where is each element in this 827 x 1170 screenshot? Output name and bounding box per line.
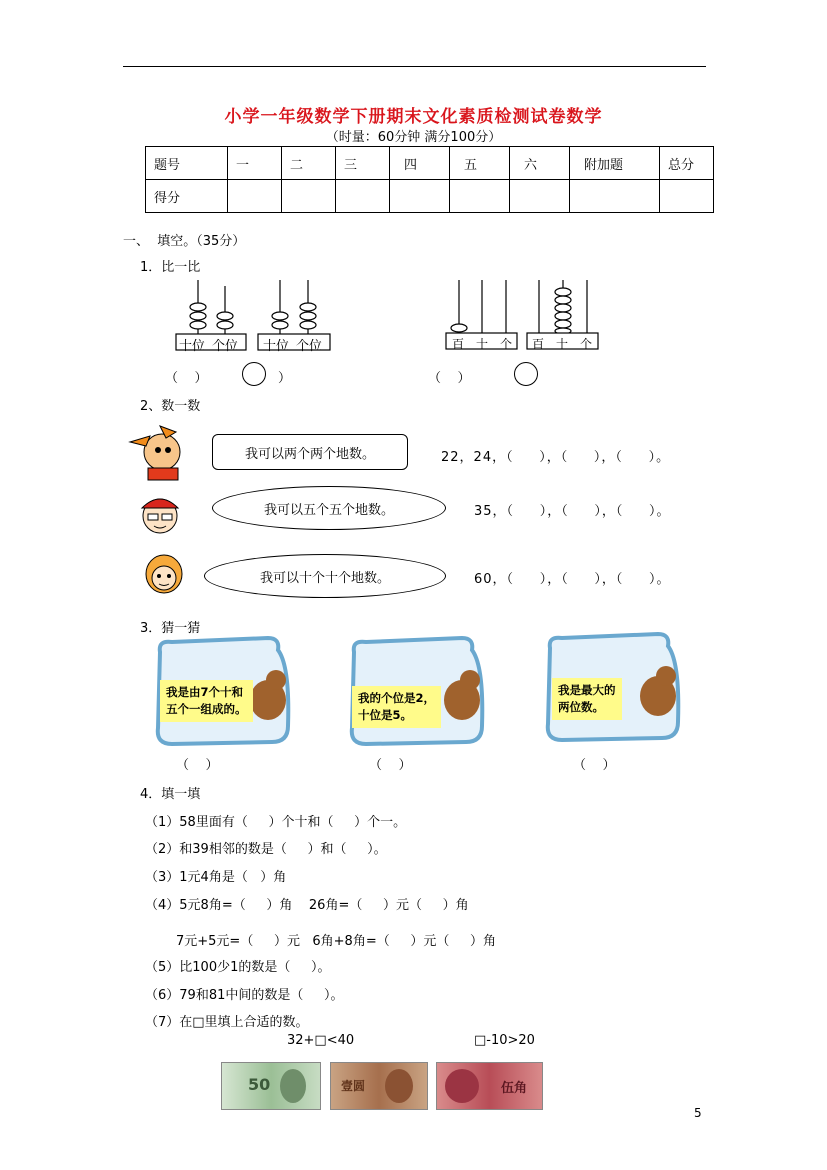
speech-bubble — [204, 554, 446, 598]
abacus-label: 个 — [580, 337, 593, 351]
speech-text: 我可以五个五个地数。 — [263, 502, 394, 518]
cartoon-boy-cap-icon — [134, 490, 194, 542]
fill-item: （2）和39相邻的数是（ ）和（ ）。 — [145, 842, 387, 857]
abacus-label: 十位 — [179, 339, 206, 354]
question-1-label: 1．比一比 — [140, 260, 201, 275]
table-cell — [282, 180, 336, 213]
abacus-label: 百 — [452, 337, 465, 351]
header-rule — [123, 66, 706, 67]
banknote-50-icon: 50 — [221, 1062, 321, 1110]
table-cell — [450, 180, 510, 213]
table-cell: 二 — [282, 147, 336, 180]
section-heading: 一、 填空。（35分） — [123, 234, 246, 249]
count-sequence: 22，24，（ ），（ ），（ ）。 — [441, 450, 671, 465]
table-cell: 得分 — [146, 180, 228, 213]
cartoon-girl-icon — [136, 548, 192, 598]
abacus-label: 十位 — [263, 339, 290, 354]
table-cell: 一 — [228, 147, 282, 180]
inequality: 32+□<40 — [287, 1033, 355, 1048]
answer-paren[interactable]: （ ） — [573, 758, 616, 773]
table-cell — [228, 180, 282, 213]
table-cell — [510, 180, 570, 213]
answer-paren[interactable]: （ ） — [428, 371, 471, 386]
banknote-1yuan-icon: 壹圆 — [330, 1062, 428, 1110]
table-cell: 总分 — [660, 147, 714, 180]
page-subtitle: （时量：60分钟 满分100分） — [325, 130, 502, 145]
speech-bubble — [212, 486, 446, 530]
count-sequence: 60，（ ），（ ），（ ）。 — [474, 572, 671, 587]
jar-label: 我是最大的 两位数。 — [552, 678, 622, 720]
table-cell — [570, 180, 660, 213]
table-cell: 四 — [390, 147, 450, 180]
fill-item: （5）比100少1的数是（ ）。 — [145, 960, 331, 975]
abacus-label: 个位 — [212, 339, 239, 354]
abacus-label: 十 — [556, 337, 569, 351]
banknote-5jiao-icon: 伍角 — [436, 1062, 543, 1110]
inequality: □-10>20 — [474, 1033, 535, 1048]
answer-paren: ） — [278, 371, 292, 386]
table-row — [146, 147, 714, 180]
fill-item: （4）5元8角=（ ）角 26角=（ ）元（ ）角 — [145, 898, 469, 913]
table-cell — [390, 180, 450, 213]
abacus-label: 十 — [476, 337, 489, 351]
abacus-label: 个 — [500, 337, 513, 351]
speech-text: 我可以十个十个地数。 — [259, 570, 390, 586]
speech-bubble — [212, 434, 408, 470]
jar-label: 我是由7个十和 五个一组成的。 — [160, 680, 253, 722]
answer-paren[interactable]: （ ） — [176, 758, 219, 773]
speech-text: 我可以两个两个地数。 — [244, 446, 375, 462]
table-cell — [336, 180, 390, 213]
abacus-label: 个位 — [296, 339, 323, 354]
count-sequence: 35，（ ），（ ），（ ）。 — [474, 504, 671, 519]
page-title: 小学一年级数学下册期末文化素质检测试卷数学 — [224, 107, 603, 127]
table-cell: 附加题 — [570, 147, 660, 180]
question-2-label: 2、数一数 — [140, 399, 201, 414]
question-4-label: 4．填一填 — [140, 787, 201, 802]
compare-circle[interactable] — [514, 362, 538, 386]
question-3-label: 3．猜一猜 — [140, 621, 201, 636]
fill-item: （1）58里面有（ ）个十和（ ）个一。 — [145, 815, 407, 830]
table-cell: 题号 — [146, 147, 228, 180]
cartoon-boy-icon — [120, 422, 200, 482]
answer-paren[interactable]: （ ） — [165, 371, 208, 386]
table-cell — [660, 180, 714, 213]
table-cell: 六 — [510, 147, 570, 180]
compare-circle[interactable] — [242, 362, 266, 386]
score-table — [145, 146, 714, 213]
page-number: 5 — [694, 1106, 702, 1120]
table-row — [146, 180, 714, 213]
table-cell: 三 — [336, 147, 390, 180]
fill-item: 7元+5元=（ ）元 6角+8角=（ ）元（ ）角 — [176, 934, 497, 949]
abacus-label: 百 — [532, 337, 545, 351]
jar-label: 我的个位是2， 十位是5。 — [352, 686, 441, 728]
fill-item: （6）79和81中间的数是（ ）。 — [145, 988, 344, 1003]
answer-paren[interactable]: （ ） — [369, 758, 412, 773]
fill-item: （3）1元4角是（ ）角 — [145, 870, 287, 885]
table-cell: 五 — [450, 147, 510, 180]
fill-item: （7）在□里填上合适的数。 — [145, 1015, 309, 1030]
